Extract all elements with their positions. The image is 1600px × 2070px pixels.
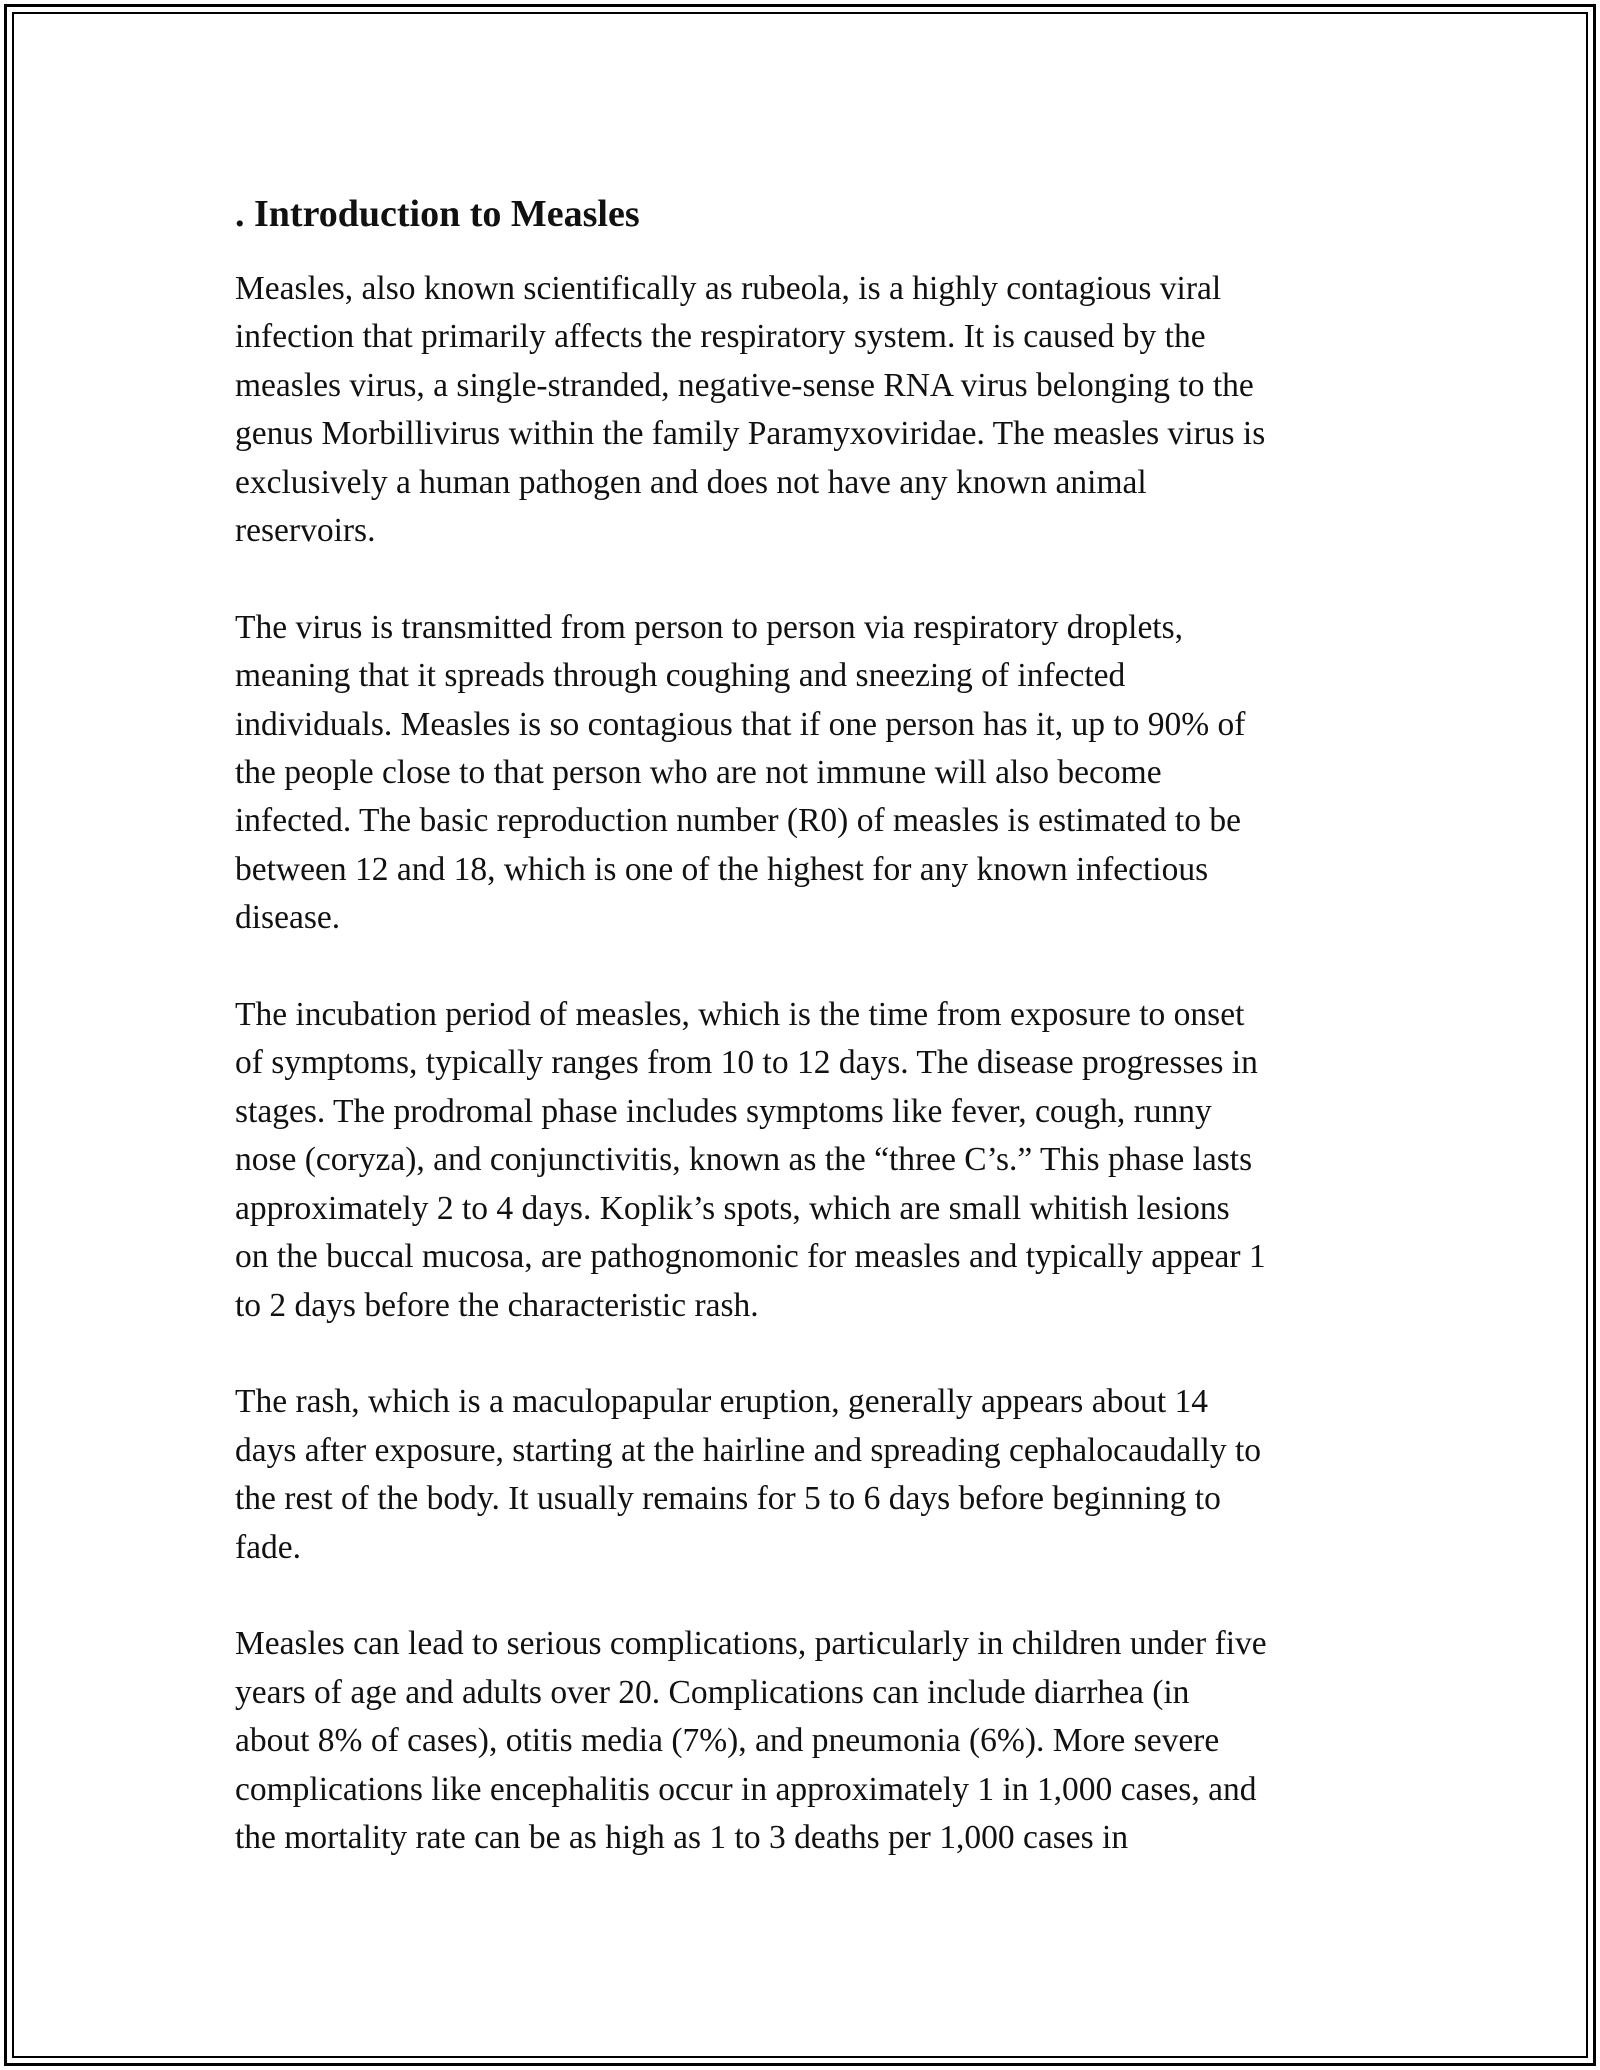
paragraph-line: genus Morbillivirus within the family Paramyxoviridae. The measles virus is — [235, 415, 1266, 453]
paragraph-line: stages. The prodromal phase includes symptoms like fever, cough, runny — [235, 1092, 1212, 1130]
paragraph-line: nose (coryza), and conjunctivitis, known as the “three C’s.” This phase lasts — [235, 1141, 1253, 1179]
paragraph-line: meaning that it spreads through coughing and sneezing of infected — [235, 657, 1126, 695]
section-heading: . Introduction to Measles — [235, 193, 640, 235]
paragraph-transmission — [235, 604, 1385, 943]
paragraph-line: approximately 2 to 4 days. Koplik’s spots, which are small whitish lesions — [235, 1189, 1230, 1227]
paragraph-line: reservoirs. — [235, 512, 376, 550]
paragraph-line: about 8% of cases), otitis media (7%), and pneumonia (6%). More severe — [235, 1722, 1220, 1760]
paragraph-line: individuals. Measles is so contagious that if one person has it, up to 90% of — [235, 705, 1246, 743]
paragraph-line: the rest of the body. It usually remains for 5 to 6 days before beginning to — [235, 1480, 1221, 1518]
document-body — [235, 185, 1385, 1911]
paragraph-line: The virus is transmitted from person to person via respiratory droplets, — [235, 608, 1184, 646]
paragraph-line: infection that primarily affects the respiratory system. It is caused by the — [235, 318, 1206, 356]
paragraph-line: days after exposure, starting at the hairline and spreading cephalocaudally to — [235, 1431, 1262, 1469]
paragraph-line: measles virus, a single-stranded, negative-sense RNA virus belonging to the — [235, 366, 1254, 404]
paragraph-line: infected. The basic reproduction number (R0) of measles is estimated to be — [235, 802, 1241, 840]
paragraph-rash — [235, 1378, 1385, 1572]
paragraph-line: Measles can lead to serious complications, particularly in children under five — [235, 1625, 1267, 1663]
paragraph-line: the people close to that person who are not immune will also become — [235, 754, 1162, 792]
paragraph-line: the mortality rate can be as high as 1 to 3 deaths per 1,000 cases in — [235, 1818, 1129, 1856]
paragraph-line: of symptoms, typically ranges from 10 to 12 days. The disease progresses in — [235, 1044, 1258, 1082]
paragraph-line: years of age and adults over 20. Complications can include diarrhea (in — [235, 1673, 1190, 1711]
paragraph-line: on the buccal mucosa, are pathognomonic for measles and typically appear 1 — [235, 1238, 1266, 1276]
paragraph-line: Measles, also known scientifically as rubeola, is a highly contagious viral — [235, 270, 1222, 307]
paragraph-line: complications like encephalitis occur in approximately 1 in 1,000 cases, and — [235, 1770, 1257, 1808]
paragraph-line: to 2 days before the characteristic rash. — [235, 1286, 759, 1324]
paragraph-line: disease. — [235, 899, 341, 937]
paragraph-incubation — [235, 991, 1385, 1330]
paragraph-line: The rash, which is a maculopapular eruption, generally appears about 14 — [235, 1383, 1209, 1421]
paragraph-line: The incubation period of measles, which is the time from exposure to onset — [235, 996, 1245, 1034]
paragraph-intro — [235, 265, 1385, 555]
paragraph-complications — [235, 1620, 1385, 1862]
paragraph-line: between 12 and 18, which is one of the highest for any known infectious — [235, 850, 1209, 888]
paragraph-line: exclusively a human pathogen and does not have any known animal — [235, 463, 1147, 501]
paragraph-line: fade. — [235, 1528, 302, 1566]
